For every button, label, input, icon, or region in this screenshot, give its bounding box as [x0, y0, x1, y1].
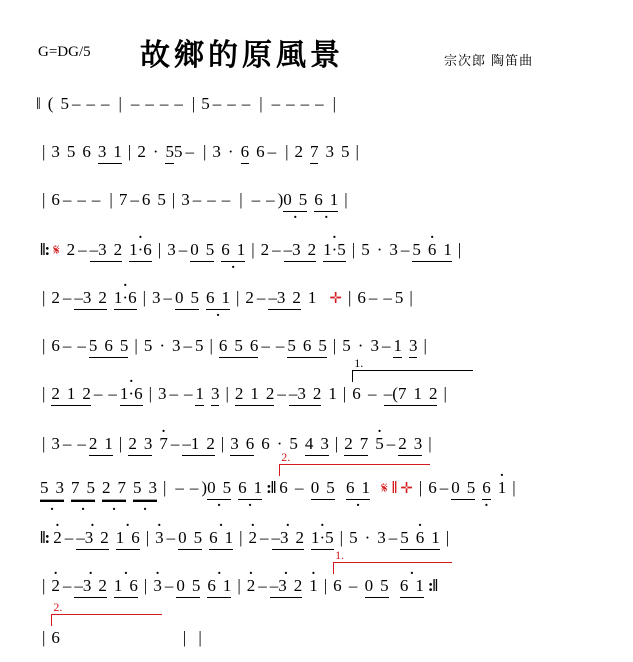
first-ending-bracket: 1. 6 – –(7 1 2 [352, 384, 437, 406]
note: · 5 [375, 434, 384, 454]
note-beamed: 1 [393, 336, 402, 358]
barline: | [342, 384, 347, 403]
barline: | [512, 478, 516, 497]
barline: | [134, 336, 138, 355]
note: 3 [171, 336, 181, 355]
note-beamed: –3 2 [284, 240, 317, 262]
note: 5 [66, 142, 76, 161]
second-ending-bracket: 2. 6 – 0 5 6 1 · 𝄋 [279, 478, 387, 500]
barline: | [457, 240, 462, 259]
barline: | [209, 336, 213, 355]
note-beamed: 5 [165, 142, 174, 164]
barline: | [142, 288, 146, 307]
note: 3 [51, 142, 60, 161]
barline: | [332, 94, 337, 113]
note-beamed: 2 1 [89, 434, 113, 456]
barline: | [347, 288, 352, 307]
note: 2 [51, 288, 60, 307]
barline: | [423, 336, 427, 355]
augmentation-dot: · [152, 142, 159, 161]
note-beamed: 4 3 [305, 434, 329, 456]
note-beamed: 6 [241, 142, 250, 164]
note: 5 [157, 190, 166, 209]
augmentation-dot: · [227, 142, 234, 161]
note: · 1 [309, 576, 318, 596]
note-beamed: 1 [195, 384, 204, 406]
phrase-close-paren: ) [201, 478, 208, 497]
note-beamed: 6 1 · [221, 240, 245, 262]
barline: | [239, 190, 243, 209]
barline: | [171, 190, 176, 209]
note-beamed: 3 [409, 336, 418, 358]
note-beamed: 2 1 2 [235, 384, 275, 406]
barline: | [157, 240, 162, 259]
barline: | [239, 528, 243, 547]
barline: | [334, 434, 339, 453]
note: 5 [173, 142, 183, 161]
note: 6 [141, 190, 151, 209]
note-beamed: 0 5 [176, 576, 200, 598]
note-beamed: 0 5 · [207, 478, 231, 500]
note: 5 [349, 528, 358, 547]
note-beamed: 6 · [482, 478, 491, 500]
barline: | [118, 434, 123, 453]
barline: | [220, 434, 225, 453]
note: 6 [352, 384, 361, 403]
music-line-1: ‖ ( 5 – – – | – – – – | 5 – – – | – – – – | [0, 94, 633, 128]
note: · 2 [249, 528, 258, 548]
barline: | [148, 384, 152, 403]
coda-sign: ✛ [329, 289, 342, 307]
ending-number: 2. [53, 600, 63, 614]
music-line-9: 5 3 · 7 5 · 2 7 · 5 3 · | – – ) 0 5 · 6 1 · :‖ 2. 6 – 0 5 6 1 · 𝄋 ‖ ✛ | 6 – 0 5 6 · · 1 | [0, 478, 633, 512]
note: 6 [256, 142, 265, 161]
augmentation-dot: · [159, 336, 165, 355]
note-beamed: –3 2 [74, 288, 107, 310]
music-line-7: | 2 1 2 – – · 1·6 | 3 – – 1 3 | 2 1 2 – –3 2 1 | 1. 6 – –(7 1 2 | [0, 384, 633, 418]
barline: | [285, 142, 289, 161]
second-ending-bracket [51, 600, 63, 648]
barline: | [143, 576, 148, 595]
augmentation-dot: · [276, 434, 283, 453]
barline: | [182, 628, 187, 647]
note-beamed: –3 2 [289, 384, 322, 406]
note: 2 [260, 240, 270, 259]
barline: | [202, 142, 207, 161]
note-beamed: 6 1 · [346, 478, 370, 500]
ending-number: 2. [281, 450, 291, 464]
note: 6 [51, 628, 60, 647]
augmentation-dot: · [376, 240, 383, 259]
note-beamed: –3 2 [90, 240, 123, 262]
note-beamed: · 5 6 1 [400, 528, 440, 550]
note: 3 [167, 240, 176, 259]
note: 6 [357, 288, 366, 307]
music-line-12 [0, 600, 633, 662]
note: 2 [294, 142, 303, 161]
note: 5 [340, 142, 350, 161]
note-beamed: · 1 6 [116, 528, 140, 550]
page-title: 故鄉的原風景 [140, 38, 344, 73]
phrase-close-paren: ) [277, 190, 284, 209]
barline: | [42, 190, 46, 209]
barline: | [418, 478, 423, 497]
note-beamed: 2 1 2 [51, 384, 91, 406]
note: 5 [60, 94, 69, 113]
note-beamed: 7 5 · [71, 478, 95, 502]
note: 6 [82, 142, 91, 161]
note: 6 [279, 478, 288, 497]
barline: | [42, 434, 46, 453]
note-beamed: 2 3 [398, 434, 422, 456]
barline: | [332, 336, 337, 355]
note: · 2 [53, 528, 62, 548]
barline: | [237, 576, 241, 595]
barline: | [163, 478, 167, 497]
barline: | [409, 288, 413, 307]
composer-credit: 宗次郎 陶笛曲 [444, 54, 534, 69]
barline: | [42, 576, 46, 595]
barline: | [42, 288, 46, 307]
note-beamed: 5 6 5 [287, 336, 327, 358]
note: 5 [143, 336, 153, 355]
note: · 3 [153, 576, 162, 596]
music-line-4: ‖: 𝄋 2 – –3 2 · 1·6 | 3 – 0 5 6 1 · | 2 – –3 2 · 1·5 | 5 · 3 – · 5 6 1 | [0, 240, 633, 274]
note-beamed: 5 6 5 [89, 336, 129, 358]
note-beamed: 6 5 6 [219, 336, 259, 358]
note: 2 [66, 240, 76, 259]
note: 3 [181, 190, 190, 209]
note: 2 [245, 288, 254, 307]
augmentation-dot: · [357, 336, 364, 355]
note: 5 [361, 240, 370, 259]
ending-number: 1. [335, 548, 345, 562]
note-beamed: 0 5 [178, 528, 202, 550]
music-line-10: ‖: · 2 – · –3 2 · 1 6 | · 3 – 0 5 · 6 1 | · 2 – · –3 2 · 1·5 | 5 · 3 – · 5 6 1 | [0, 528, 633, 562]
note-beamed: · 1·5 [323, 240, 346, 262]
note-beamed: 2 3 [128, 434, 152, 456]
barline: | [235, 288, 240, 307]
repeat-end: :‖ [266, 478, 276, 497]
barline: | [42, 384, 46, 403]
repeat-start: ‖: [40, 528, 50, 547]
note-beamed: –1 2 [182, 434, 215, 456]
note: 3 [389, 240, 398, 259]
note-beamed: · 6 1 [400, 576, 424, 598]
note-beamed: 0 5 · [283, 190, 307, 212]
note: 6 [333, 576, 342, 595]
music-line-8: | 3 – – 2 1 | 2 3 · 7 – –1 2 | 3 6 6 · 5 4 3 | 2 7 · 5 – 2 3 | [0, 434, 633, 468]
note: 5 [394, 288, 404, 307]
note: 5 [289, 434, 298, 453]
barline: | [443, 384, 447, 403]
barline-double: ‖ [36, 94, 41, 113]
barline: | [198, 628, 202, 647]
barline: | [127, 142, 132, 161]
note: · 1 [498, 478, 507, 498]
note: 6 [51, 190, 60, 209]
music-line-5: | 2 – –3 2 · 1·6 | 3 – 0 5 6 1 · | 2 – –3 2 1 ✛ | 6 – – 5 | [0, 288, 633, 322]
note-beamed: 5 3 · [40, 478, 64, 502]
barline: | [145, 528, 150, 547]
note-beamed: –(7 1 2 [384, 384, 438, 406]
barline: | [191, 94, 196, 113]
music-line-2: | 3 5 6 3 1 | 2 · 5 5 – | 3 · 6 6 – | 2 7 3 5 | [0, 142, 633, 176]
note: 3 [51, 434, 60, 453]
barline: | [42, 336, 46, 355]
note-beamed: 6 1 · [238, 478, 262, 500]
key-signature: G=DG/5 [38, 44, 91, 60]
ending-number: 1. [354, 356, 364, 370]
barline: | [42, 628, 46, 647]
barline: | [351, 240, 356, 259]
note-beamed: 7 [310, 142, 319, 164]
note: 6 [51, 336, 60, 355]
note-beamed: · 1·6 [120, 384, 143, 406]
note: 3 [370, 336, 379, 355]
barline: | [42, 142, 46, 161]
note: 1 [307, 288, 317, 307]
note: 2 [137, 142, 146, 161]
note: 5 [342, 336, 351, 355]
note: · 7 [159, 434, 168, 454]
barline: | [339, 528, 344, 547]
note: 3 [377, 528, 386, 547]
barline: | [445, 528, 450, 547]
music-line-11: | · 2 – · –3 2 · 1 6 | · 3 – 0 5 · 6 1 | · 2 – · –3 2 · 1 | 1. 6 – 0 5 · 6 1 :‖ [0, 576, 633, 610]
note-beamed: 0 5 [190, 240, 214, 262]
music-line-6: | 6 – – 5 6 5 | 5 · 3 – 5 | 6 5 6 – – 5 6 5 | 5 · 3 – 1 3 | [0, 336, 633, 370]
note-beamed: 5 3 · [133, 478, 157, 502]
repeat-start: ‖: [40, 240, 50, 259]
barline: | [225, 384, 229, 403]
barline: | [109, 190, 113, 209]
note-beamed: · 1·6 [129, 240, 152, 262]
note-beamed: · 6 1 [207, 576, 231, 598]
note-beamed: · 5 6 1 [412, 240, 452, 262]
note-beamed: 2 7 [344, 434, 368, 456]
barline: | [259, 94, 263, 113]
note: · 2 [247, 576, 256, 596]
note-beamed: 6 1 · [314, 190, 338, 212]
note-beamed: 3 1 [98, 142, 122, 164]
note-beamed: –3 2 [268, 288, 301, 310]
music-line-3: | 6 – – – | 7 – 6 5 | 3 – – – | – – ) 0 5 · 6 1 · | [0, 190, 633, 224]
segno-sign: 𝄋 [53, 241, 60, 259]
augmentation-dot: · [364, 528, 371, 547]
note: 5 [194, 336, 204, 355]
note: 3 [151, 288, 161, 307]
note-beamed: 0 5 [451, 478, 475, 500]
barline-double-red: ‖ [391, 478, 397, 497]
note: 1 [328, 384, 337, 403]
note-beamed: 0 5 [365, 576, 389, 598]
note-beamed: 3 [211, 384, 220, 406]
barline: | [323, 576, 328, 595]
barline: | [355, 142, 359, 161]
barline: | [251, 240, 255, 259]
note: 3 [325, 142, 334, 161]
coda-sign: ✛ [400, 479, 413, 497]
note-beamed: 6 1 · [206, 288, 230, 310]
note: 3 [212, 142, 221, 161]
note-beamed: · –3 2 [74, 576, 107, 598]
note-beamed: · –3 2 [270, 576, 303, 598]
first-ending-bracket: 1. 6 – 0 5 · 6 1 [333, 576, 424, 598]
note-beamed: · 1 6 [114, 576, 138, 598]
barline: | [428, 434, 432, 453]
note-beamed: 2 7 · [102, 478, 126, 502]
phrase-open-paren: ( [47, 94, 54, 113]
note-beamed: · –3 2 [76, 528, 109, 550]
note: 6 [428, 478, 437, 497]
note-beamed: · 1·6 [114, 288, 137, 310]
note-beamed: 0 5 [175, 288, 199, 310]
note: 6 [261, 434, 270, 453]
note: 3 [157, 384, 167, 403]
note-beamed: · –3 2 [272, 528, 305, 550]
note: · 2 [51, 576, 60, 596]
note: 5 [201, 94, 210, 113]
note-beamed: · 1·5 [311, 528, 334, 550]
repeat-end: :‖ [427, 576, 438, 595]
note-beamed: · 6 1 [209, 528, 233, 550]
score-header [0, 34, 633, 82]
note: · 3 [155, 528, 164, 548]
barline: | [344, 190, 348, 209]
note: 7 [118, 190, 128, 209]
note-beamed: 3 6 [230, 434, 254, 456]
note-beamed: 0 5 [311, 478, 335, 500]
barline: | [118, 94, 122, 113]
segno-sign: 𝄋 [381, 479, 388, 497]
